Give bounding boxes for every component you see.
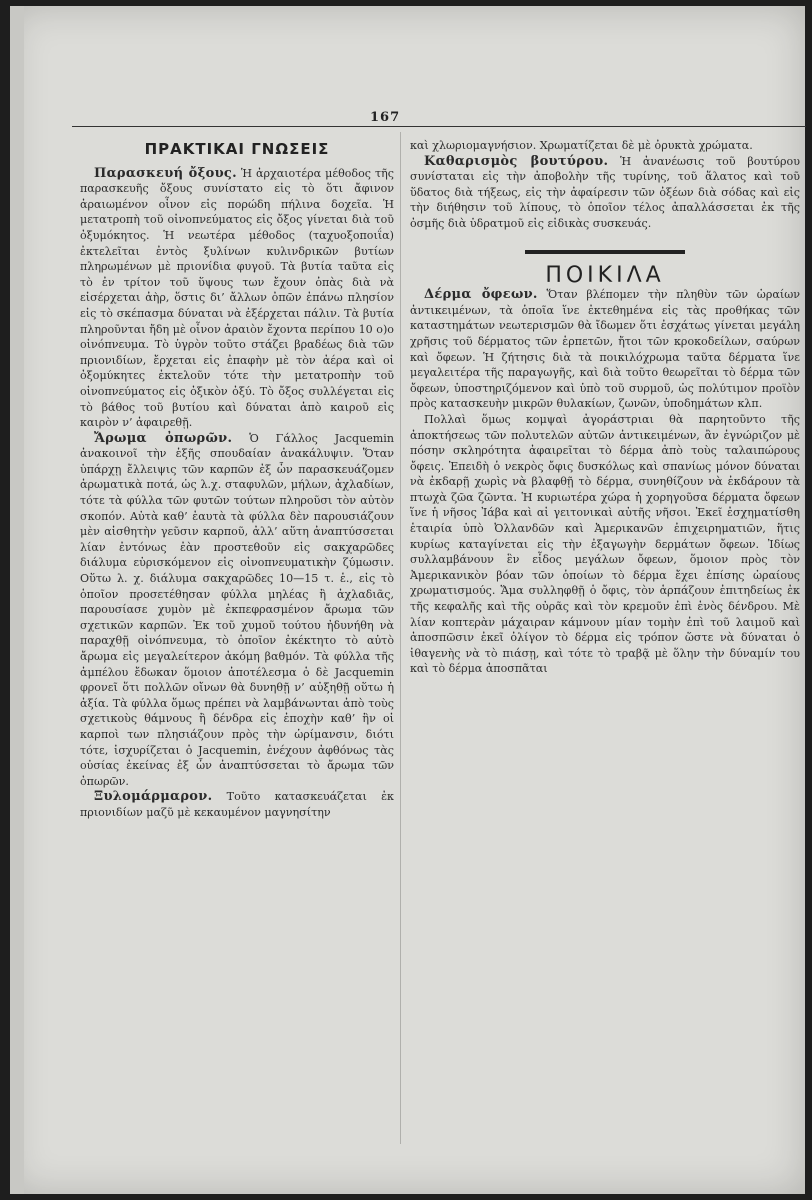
article-body: Τοῦτο κατασκευάζεται ἐκ πριονιδίων μαζῦ μὲ κεκαυμένον μαγνησίτην	[80, 790, 394, 819]
article-oxous	[80, 166, 394, 431]
page-edge	[10, 6, 24, 1194]
section-divider	[525, 250, 685, 254]
article-body: Ἡ ἀρχαιοτέρα μέθοδος τῆς παρασκευῆς ὄξους συνίστατο εἰς τὸ ὅτι ἄφινον ἀραιωμένον οἶνον εἰς πορώδη πήλινα δοχεῖα. Ἡ μετατροπὴ τοῦ οἰνοπνεύματος εἰς ὄξος γίνεται διὰ τοῦ ὀξυμόκητος. Ἡ νεωτέρα μέθοδος (ταχυοξοποιΐα) ἐκτελεῖται ἐντὸς ξυλίνων κυλινδρικῶν βυτίων πληρωμένων μὲ πριονίδια φυγοῦ. Τὰ βυτία ταῦτα εἰς τὸ ἐν τρίτον τοῦ ὕψους των ἔχουν ὀπὰς διὰ νὰ εἰσέρχεται ἀὴρ, ὅστις δι’ ἄλλων ὀπῶν ἐπάνω πλησίον εἰς τὸ σκέπασμα δύναται νὰ ἐξέρχεται πάλιν. Τὰ βυτία πληροῦνται ἤδη μὲ οἶνον ἀραιὸν ἔχοντα περίπου 10 ο)ο οἰνόπνευμα. Τὸ ὑγρὸν τοῦτο στάζει βραδέως διὰ τῶν πριονιδίων, ἔρχεται εἰς ἐπαφὴν μὲ τὸν ἀέρα καὶ οἱ ὀξομύκητες ἐκτελοῦν τότε τὴν μετατροπὴν τοῦ οἰνοπνεύματος εἰς ὀξικὸν ὀξύ. Τὸ ὄξος συλλέγεται εἰς τὸ βάθος τοῦ βυτίου καὶ δύναται ἀπὸ καιροῦ εἰς καιρὸν ν’ ἀφαιρεθῇ.	[80, 166, 395, 430]
article-derma-ofeon	[410, 287, 800, 412]
page-number: 167	[370, 110, 401, 125]
article-body: Ὁ Γάλλος Jacquemin ἀνακοινοῖ τὴν ἑξῆς σπουδαίαν ἀνακάλυψιν. Ὅταν ὑπάρχῃ ἔλλειψις τῶν καρπῶν ἐξ ὧν παρασκευάζομεν ἀρωματικὰ ποτά, ὡς λ.χ. σταφυλῶν, μήλων, ἀχλαδίων, τότε τὰ φύλλα τῶν φυτῶν τούτων πληροῦσι τὸν αὐτὸν σκοπόν. Αὐτὰ καθ’ ἑαυτὰ τὰ φύλλα δὲν παρουσιάζουν μὲν αἰσθητὴν γεῦσιν καρποῦ, ἀλλ’ αὕτη ἀναπτύσσεται λίαν ἐντόνως ἐὰν προστεθοῦν εἰς σακχαρῶδες διάλυμα εὑρισκόμενον εἰς οἰνοπνευματικὴν ζύμωσιν. Οὕτω λ. χ. διάλυμα σακχαρῶδες 10—15 τ. ἑ., εἰς τὸ ὁποῖον προσετέθησαν φύλλα μηλέας ἢ ἀχλαδιᾶς, παρουσίασε χυμὸν μὲ ἐκπεφρασμένον ἄρωμα τῶν σχετικῶν καρπῶν. Ἐκ τοῦ χυμοῦ τούτου ἠδυνήθη νὰ παραχθῇ οἰνόπνευμα, τὸ ὁποῖον ἐκέκτητο τὸ αὐτὸ ἄρωμα εἰς μεγαλείτερον ἀκόμη βαθμόν. Τὰ φύλλα τῆς ἀμπέλου ἔδωκαν ὅμοιον ἀποτέλεσμα ὁ δὲ Jacquemin φρονεῖ ὅτι πολλῶν οἴνων θὰ δυνηθῇ ν’ αὐξηθῇ οὕτω ἡ ἀξία. Τὰ φύλλα ὅμως πρέπει νὰ λαμβάνωνται ἀπὸ τοὺς σχετικοὺς θάμνους ἢ δένδρα εἰς ἐποχὴν καθ’ ἣν οἱ καρποὶ των πλησιάζουν πρὸς τὴν ὡρίμανσιν, διότι τότε, ἰσχυρίζεται ὁ Jacquemin, ἐνέχουν ἀφθόνως τὰς οὐσίας ἐκείνας ἐξ ὧν ἀναπτύσσεται τὸ ἄρωμα τῶν ὀπωρῶν.	[80, 431, 394, 788]
article-aroma	[80, 431, 394, 790]
article-body: Ἡ ἀνανέωσις τοῦ βουτύρου συνίσταται εἰς τὴν ἀποβολὴν τῆς τυρίνης, τοῦ ἅλατος καὶ τοῦ ὕδατος διὰ τήξεως, εἰς τὴν ἀφαίρεσιν τῶν ὀξέων διὰ σόδας καὶ εἰς τὴν διήθησιν τοῦ λίπους, τὸ ὁποῖον τέλος ἀπαλλάσσεται ἐκ τῆς ὀσμῆς διὰ ὑδρατμοῦ εἰς εἰδικὰς συσκευάς.	[410, 154, 800, 230]
article-heading: Δέρμα ὄφεων.	[424, 287, 538, 303]
article-heading: Καθαρισμὸς βουτύρου.	[424, 153, 609, 169]
column-separator	[400, 132, 401, 1144]
left-column	[80, 134, 394, 821]
article-heading: Ξυλομάρμαρον.	[94, 789, 213, 805]
newspaper-page	[10, 6, 805, 1194]
section-title-praktikai: ΠΡΑΚΤΙΚΑΙ ΓΝΩΣΕΙΣ	[144, 140, 330, 158]
header-rule	[72, 126, 806, 127]
article-body: Πολλαὶ ὅμως κομψαὶ ἀγοράστριαι θὰ παρητοῦντο τῆς ἀποκτήσεως τῶν πολυτελῶν αὐτῶν ἀντικειμένων, ἂν ἐγνώριζον μὲ πόσην σκληρότητα ἀφαιρεῖται τὸ δέρμα ἀπὸ τοὺς ταλαιπώρους ὄφεις. Ἐπειδὴ ὁ νεκρὸς ὄφις δυσκόλως καὶ σπανίως μόνον δύναται νὰ ἐκδαρῇ χωρὶς νὰ βλαφθῇ τὸ δέρμα, συνηθίζουν νὰ ἐκδάρουν τὰ πτωχὰ ζῶα ζῶντα. Ἡ κυριωτέρα χώρα ἡ χορηγοῦσα δέρματα ὄφεων ἵνε ἡ νῆσος Ἰάβα καὶ αἱ γειτονικαὶ αὐτῆς νῆσοι. Ἐκεῖ ἐσχηματίσθη ἑταιρία ὑπὸ Ὀλλανδῶν καὶ Ἀμερικανῶν ἐπιχειρηματιῶν, ἥτις κυρίως καταγίνεται εἰς τὴν ἐξαγωγὴν δερμάτων ὄφεων. Ἰδίως συλλαμβάνουν ἓν εἶδος μεγάλων ὄφεων, ὅμοιον πρὸς τὸν Ἀμερικανικὸν βόαν τῶν ὁποίων τὸ δέρμα ἔχει ἐπίσης ὡραίους χρωματισμούς. Ἅμα συλληφθῇ ὁ ὄφις, τὸν ἁρπάζουν ἐπιτηδείως ἐκ τῆς κεφαλῆς καὶ τῆς οὐρᾶς καὶ τὸν κρεμοῦν ἐπὶ ἑνὸς δένδρου. Μὲ λίαν κοπτερὰν μάχαιραν κάμνουν μίαν τομὴν ἐπὶ τοῦ λαιμοῦ καὶ ἀποσπῶσιν ἐκεῖ ὀλίγον τὸ δέρμα εἰς τρόπον ὥστε νὰ δύναται ὁ ἰθαγενὴς νὰ τὸ πιάσῃ, καὶ τότε τὸ τραβᾷ μὲ ὅλην τὴν δύναμίν του καὶ τὸ δέρμα ἀποσπᾶται	[410, 412, 800, 676]
right-column	[410, 138, 800, 677]
article-xylomarmaron	[80, 789, 394, 820]
section-title-poikila: ΠΟΙΚΙΛΑ	[545, 262, 665, 288]
article-heading: Ἄρωμα ὀπωρῶν.	[94, 430, 233, 446]
article-derma-ofeon-cont	[410, 412, 800, 677]
article-body: Ὅταν βλέπομεν τὴν πληθὺν τῶν ὡραίων ἀντικειμένων, τὰ ὁποῖα ἵνε ἐκτεθημένα εἰς τὰς προθήκας τῶν καταστημάτων νεωτερισμῶν θὰ ἴδωμεν ὅτι ἐσχάτως γίνεται μεγάλη χρῆσις τοῦ δέρματος τῶν ἑρπετῶν, ἤτοι τῶν κροκοδείλων, σαύρων καὶ ὄφεων. Ἡ ζήτησις διὰ τὰ ποικιλόχρωμα ταῦτα δέρματα ἵνε μεγαλειτέρα τῆς παραγωγῆς, καὶ διὰ τοῦτο θεωρεῖται τὸ δέρμα τῶν ὄφεων, ὑποστηριζόμενον καὶ ὑπὸ τοῦ συρμοῦ, ὡς πολύτιμον προϊὸν πρὸς κατασκευὴν μικρῶν θυλακίων, ζωνῶν, ὑποδημάτων κλπ.	[410, 288, 800, 411]
article-voutyrou	[410, 154, 800, 232]
article-heading: Παρασκευή ὄξους.	[94, 165, 237, 181]
continuation-text: καὶ χλωριομαγνήσιον. Χρωματίζεται δὲ μὲ ὀρυκτὰ χρώματα.	[410, 139, 753, 152]
